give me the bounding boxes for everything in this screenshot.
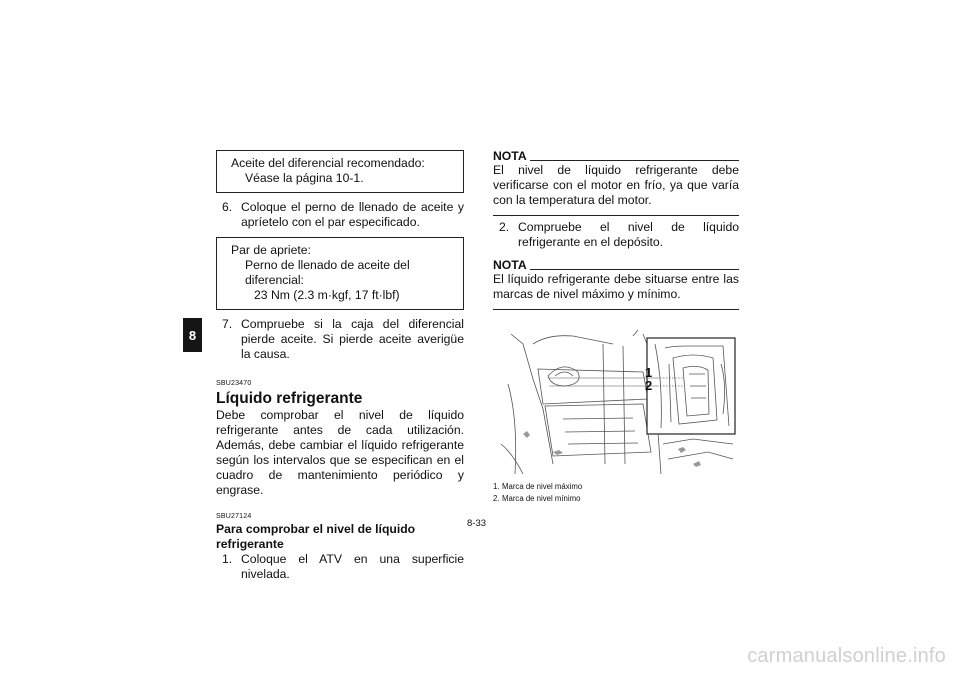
callout-max: 1 xyxy=(645,365,653,380)
step-number: 7. xyxy=(222,317,233,331)
reservoir-illustration xyxy=(493,324,739,477)
step-7 xyxy=(216,317,464,362)
section-tab: 8 xyxy=(183,318,202,352)
step-number: 6. xyxy=(222,200,233,214)
box-line: Véase la página 10-1. xyxy=(245,171,364,185)
step-2 xyxy=(493,220,739,250)
note-rule xyxy=(530,269,739,270)
step-text: Compruebe si la caja del diferencial pierde aceite. Si pierde aceite averigüe la causa. xyxy=(241,317,464,361)
right-column xyxy=(493,150,739,505)
caption-text: Marca de nivel mínimo xyxy=(502,494,581,503)
note-text: El líquido refrigerante debe situarse entre las marcas de nivel máximo y mínimo. xyxy=(493,272,739,301)
note-header xyxy=(493,259,739,272)
note-text: El nivel de líquido refrigerante debe verificarse con el motor en frío, ya que varía con la temperatura del motor. xyxy=(493,163,739,207)
step-6 xyxy=(216,200,464,230)
note-header xyxy=(493,150,739,163)
watermark: carmanualsonline.info xyxy=(747,645,946,667)
subsection-heading: Para comprobar el nivel de líquido refrigerante xyxy=(216,522,416,551)
step-text: Coloque el ATV en una superficie nivelada. xyxy=(241,552,464,581)
caption-text: Marca de nivel máximo xyxy=(502,482,583,491)
box-line: Perno de llenado de aceite del diferencial: xyxy=(245,258,410,287)
section-paragraph: Debe comprobar el nivel de líquido refrigerante antes de cada utilización. Además, debe cambiar el líquido refrigerante según los intervalos que se especifican en el cuadro de mantenimiento periódico y engrase. xyxy=(216,408,464,497)
caption-number: 2. xyxy=(493,494,500,503)
step-number: 1. xyxy=(222,552,233,566)
recommended-oil-box xyxy=(216,150,464,193)
callout-min: 2 xyxy=(645,378,653,393)
note-end-rule xyxy=(493,309,739,310)
step-text: Coloque el perno de llenado de aceite y apríetelo con el par especificado. xyxy=(241,200,464,229)
torque-box xyxy=(216,237,464,310)
caption-item xyxy=(493,481,739,493)
coolant-reservoir-figure xyxy=(493,324,739,477)
step-text: Compruebe el nivel de líquido refrigerante en el depósito. xyxy=(518,220,739,249)
figure-captions xyxy=(493,481,739,505)
note-label: NOTA xyxy=(493,149,527,163)
section-code: SBU23470 xyxy=(216,380,252,387)
left-column xyxy=(216,150,464,582)
box-line: 23 Nm (2.3 m·kgf, 17 ft·lbf) xyxy=(254,288,400,302)
caption-item xyxy=(493,493,739,505)
note-end-rule xyxy=(493,215,739,216)
box-line: Aceite del diferencial recomendado: xyxy=(231,156,425,170)
box-line: Par de apriete: xyxy=(231,243,311,257)
step-number: 2. xyxy=(499,220,510,234)
note-rule xyxy=(530,160,739,161)
step-1 xyxy=(216,552,464,582)
subsection-code: SBU27124 xyxy=(216,513,252,520)
page-number: 8-33 xyxy=(467,518,487,529)
note-label: NOTA xyxy=(493,258,527,272)
section-heading: Líquido refrigerante xyxy=(216,390,363,407)
caption-number: 1. xyxy=(493,482,500,491)
